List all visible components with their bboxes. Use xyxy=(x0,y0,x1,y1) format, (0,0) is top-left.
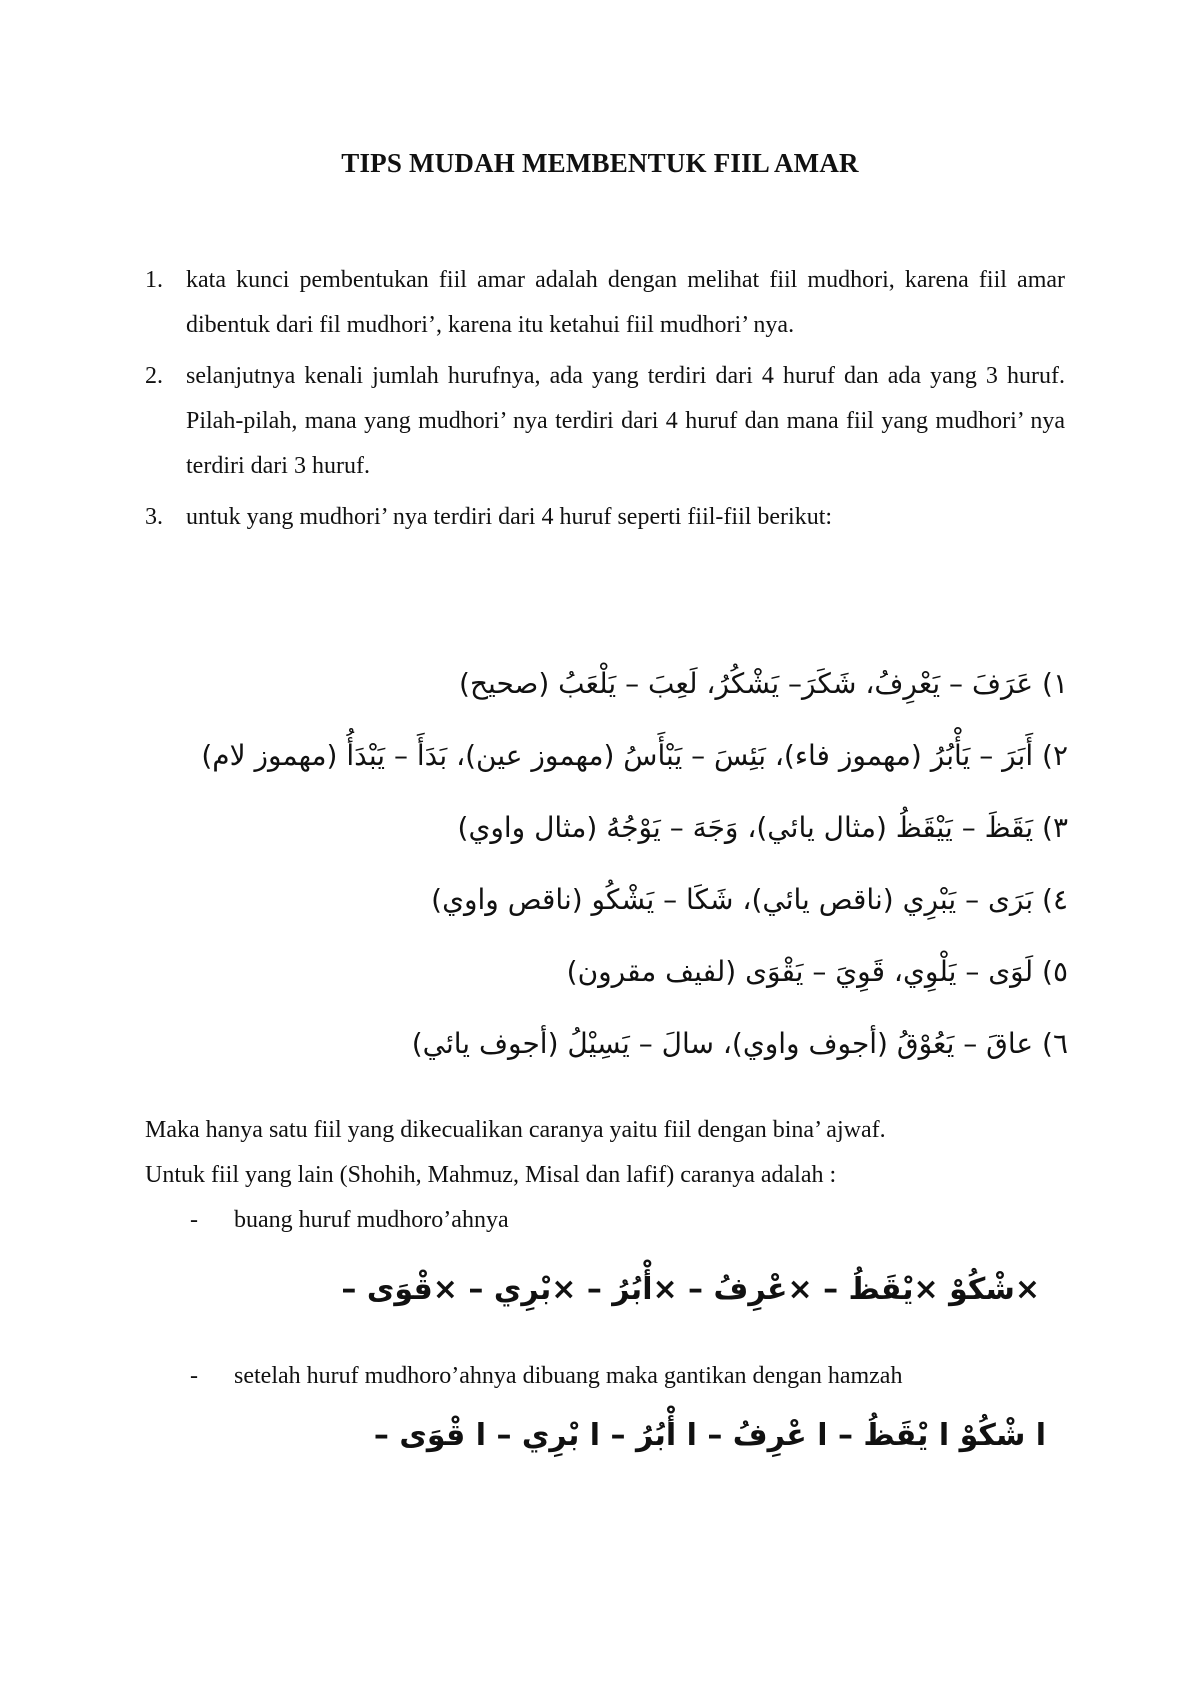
arabic-example-line: ١) عَرَفَ – يَعْرِفُ، شَكَرَ– يَشْكُرُ، لَعِبَ – يَلْعَبُ (صحيح) xyxy=(459,667,1068,700)
step-item xyxy=(190,1198,1065,1243)
step-dash: - xyxy=(190,1207,198,1233)
arabic-step-result: ا شْكُوْ ا يْقَظُ – ا عْرِفُ – ا أْبُرُ – ا بْرِي – ا قْوَى – xyxy=(373,1418,1047,1453)
numbered-list xyxy=(145,258,1065,540)
list-number: 3. xyxy=(145,504,163,530)
list-text: untuk yang mudhori’ nya terdiri dari 4 huruf seperti fiil-fiil berikut: xyxy=(186,504,833,530)
arabic-example-line: ٥) لَوَى – يَلْوِي، قَوِيَ – يَقْوَى (لفيف مقرون) xyxy=(566,955,1068,988)
arabic-example-line: ٦) عاقَ – يَعُوْقُ (أجوف واوي)، سالَ – يَسِيْلُ (أجوف يائي) xyxy=(411,1027,1068,1060)
paragraph-line: Maka hanya satu fiil yang dikecualikan caranya yaitu fiil dengan bina’ ajwaf. xyxy=(145,1117,886,1143)
arabic-example-line: ٤) بَرَى – يَبْرِي (ناقص يائي)، شَكَا – يَشْكُو (ناقص واوي) xyxy=(431,883,1068,916)
list-number: 2. xyxy=(145,363,163,389)
arabic-examples xyxy=(150,648,1068,1080)
arabic-example-line: ٢) أَبَرَ – يَأْبُرُ (مهموز فاء)، بَئِسَ – يَبْأَسُ (مهموز عين)، بَدَأَ – يَبْدَأُ (مهموز لام) xyxy=(201,739,1068,772)
paragraph-line: Untuk fiil yang lain (Shohih, Mahmuz, Misal dan lafif) caranya adalah : xyxy=(145,1162,837,1188)
step-text: buang huruf mudhoro’ahnya xyxy=(234,1207,509,1233)
list-text: selanjutnya kenali jumlah hurufnya, ada yang terdiri dari 4 huruf dan ada yang 3 huruf. Pilah-pilah, mana yang mudhori’ nya terdiri dari 4 huruf dan mana fiil yang mudhori’ nya terdiri dari 3 huruf. xyxy=(186,363,1065,479)
explanation-paragraph xyxy=(145,1108,1065,1243)
list-item xyxy=(145,354,1065,489)
list-text: kata kunci pembentukan fiil amar adalah dengan melihat fiil mudhori, karena fiil amar dibentuk dari fil mudhori’, karena itu ketahui fiil mudhori’ nya. xyxy=(186,267,1065,338)
step-item xyxy=(190,1354,902,1399)
list-number: 1. xyxy=(145,267,163,293)
arabic-example-line: ٣) يَقَظَ – يَيْقَظُ (مثال يائي)، وَجَهَ – يَوْجُهُ (مثال واوي) xyxy=(457,811,1068,844)
list-item xyxy=(145,495,1065,540)
list-item xyxy=(145,258,1065,348)
arabic-step-result: ×شْكُوْ ×يْقَظُ – ×عْرِفُ – ×أْبُرُ – ×بْرِي – ×قْوَى – xyxy=(341,1272,1040,1307)
page-title: TIPS MUDAH MEMBENTUK FIIL AMAR xyxy=(341,148,859,178)
step-text: setelah huruf mudhoro’ahnya dibuang maka gantikan dengan hamzah xyxy=(234,1363,903,1389)
step-dash: - xyxy=(190,1363,198,1389)
